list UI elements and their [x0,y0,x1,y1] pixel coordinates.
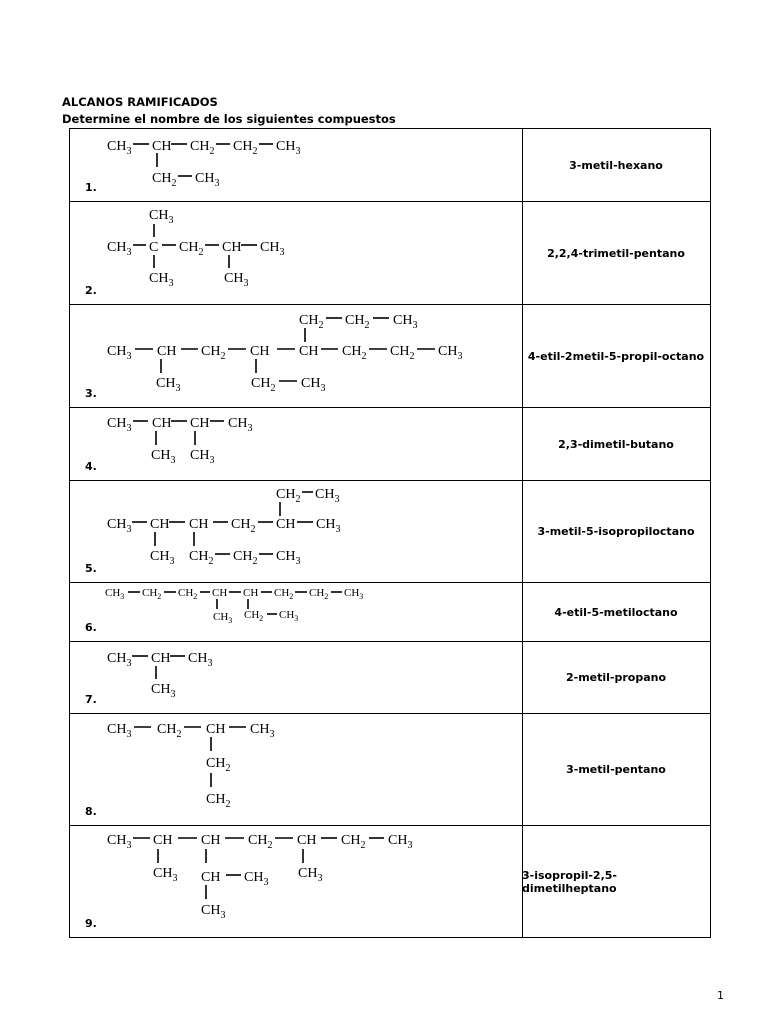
group-ch2: $CH_2$ [157,722,182,740]
group-ch: CH [201,833,221,848]
row-number: 5. [85,562,97,575]
group-ch3: $CH_3$ [276,139,301,157]
group-c: C [149,240,159,255]
group-ch3: $CH_3$ [190,448,215,466]
group-ch2: $CH_2$ [345,313,370,331]
group-ch3: $CH_3$ [344,587,364,601]
group-ch3: $CH_3$ [260,240,285,258]
row-number: 7. [85,693,97,706]
group-ch3: $CH_3$ [107,651,132,669]
structure-cell [70,583,523,641]
group-ch2: $CH_2$ [390,344,415,362]
table-row [70,481,710,583]
group-ch: CH [206,722,226,737]
group-ch3: $CH_3$ [188,651,213,669]
compound-name: 3-isopropil-2,5-dimetilheptano [522,868,617,895]
structure-8 [70,714,522,826]
group-ch: CH [299,344,319,359]
group-ch2: $CH_2$ [189,549,214,567]
table-row [70,642,710,714]
group-ch3: $CH_3$ [213,611,233,625]
group-ch: CH [152,416,172,431]
group-ch2: $CH_2$ [341,833,366,851]
group-ch2: $CH_2$ [299,313,324,331]
group-ch3: $CH_3$ [156,376,181,394]
group-ch3: $CH_3$ [150,549,175,567]
group-ch3: $CH_3$ [105,587,125,601]
group-ch3: $CH_3$ [301,376,326,394]
row-number: 4. [85,460,97,473]
structure-5 [70,481,522,583]
group-ch3: $CH_3$ [228,416,253,434]
structure-cell [70,202,523,304]
row-number: 6. [85,621,97,634]
group-ch3: $CH_3$ [149,208,174,226]
compound-name: 3-metil-hexano [569,158,663,172]
structure-cell [70,642,523,713]
structure-cell [70,305,523,407]
group-ch: CH [276,517,296,532]
group-ch: CH [201,870,221,885]
group-ch2: $CH_2$ [274,587,294,601]
structure-cell [70,714,523,825]
compound-name: 4-etil-5-metiloctano [554,605,678,619]
group-ch3: $CH_3$ [107,833,132,851]
group-ch3: $CH_3$ [276,549,301,567]
group-ch3: $CH_3$ [151,682,176,700]
group-ch2: $CH_2$ [251,376,276,394]
table-row [70,305,710,408]
group-ch3: $CH_3$ [153,866,178,884]
compound-name: 2,2,4-trimetil-pentano [547,246,685,260]
page-subtitle: Determine el nombre de los siguientes compuestos [62,112,396,126]
group-ch2: $CH_2$ [190,139,215,157]
group-ch2: $CH_2$ [233,549,258,567]
row-number: 1. [85,181,97,194]
group-ch2: $CH_2$ [142,587,162,601]
group-ch3: $CH_3$ [107,240,132,258]
structure-cell [70,129,523,201]
group-ch3: $CH_3$ [393,313,418,331]
group-ch2: $CH_2$ [179,240,204,258]
group-ch3: $CH_3$ [244,870,269,888]
structure-cell [70,408,523,480]
group-ch3: $CH_3$ [279,609,299,623]
compound-name: 2-metil-propano [565,671,667,684]
group-ch3: $CH_3$ [107,139,132,157]
group-ch3: $CH_3$ [107,722,132,740]
group-ch2: $CH_2$ [178,587,198,601]
group-ch3: $CH_3$ [195,171,220,189]
row-number: 2. [85,284,97,297]
group-ch3: $CH_3$ [438,344,463,362]
group-ch2: $CH_2$ [231,517,256,535]
structure-cell [70,481,523,582]
structure-4 [70,408,522,481]
group-ch3: $CH_3$ [107,416,132,434]
page-number: 1 [717,989,724,1002]
structure-6 [70,583,522,642]
group-ch: CH [190,416,210,431]
row-number: 3. [85,387,97,400]
group-ch3: $CH_3$ [107,344,132,362]
row-number: 8. [85,805,97,818]
structure-3 [70,305,522,408]
group-ch3: $CH_3$ [316,517,341,535]
group-ch2: $CH_2$ [233,139,258,157]
structure-9 [70,826,522,937]
structure-cell [70,826,523,937]
group-ch3: $CH_3$ [388,833,413,851]
group-ch2: $CH_2$ [248,833,273,851]
table-row [70,583,710,642]
structure-1 [70,129,522,202]
group-ch2: $CH_2$ [309,587,329,601]
group-ch3: $CH_3$ [107,517,132,535]
compound-name: 2,3-dimetil-butano [558,437,674,451]
table-row [70,826,710,937]
group-ch3: $CH_3$ [315,487,340,505]
group-ch2: $CH_2$ [276,487,301,505]
table-row [70,714,710,826]
group-ch2: $CH_2$ [244,609,264,623]
group-ch2: $CH_2$ [152,171,177,189]
group-ch: CH [157,344,177,359]
group-ch2: $CH_2$ [206,756,231,774]
compound-name: 3-metil-5-isopropiloctano [537,525,695,538]
group-ch3: $CH_3$ [224,271,249,289]
compounds-table [69,128,711,938]
group-ch: CH [150,517,170,532]
page-title: ALCANOS RAMIFICADOS [62,95,218,109]
group-ch: CH [153,833,173,848]
compound-name: 4-etil-2metil-5-propil-octano [527,349,705,363]
group-ch: CH [243,587,259,599]
group-ch: CH [189,517,209,532]
row-number: 9. [85,917,97,930]
group-ch: CH [222,240,242,255]
group-ch3: $CH_3$ [250,722,275,740]
table-row [70,129,710,202]
table-row [70,408,710,481]
group-ch2: $CH_2$ [206,792,231,810]
group-ch: CH [250,344,270,359]
group-ch3: $CH_3$ [151,448,176,466]
group-ch: CH [151,651,171,666]
group-ch2: $CH_2$ [342,344,367,362]
structure-2 [70,202,522,305]
group-ch: CH [152,139,172,154]
group-ch3: $CH_3$ [298,866,323,884]
structure-7 [70,642,522,714]
group-ch3: $CH_3$ [201,903,226,921]
group-ch: CH [297,833,317,848]
group-ch3: $CH_3$ [149,271,174,289]
table-row [70,202,710,305]
compound-name: 3-metil-pentano [566,763,666,776]
group-ch2: $CH_2$ [201,344,226,362]
group-ch: CH [212,587,228,599]
